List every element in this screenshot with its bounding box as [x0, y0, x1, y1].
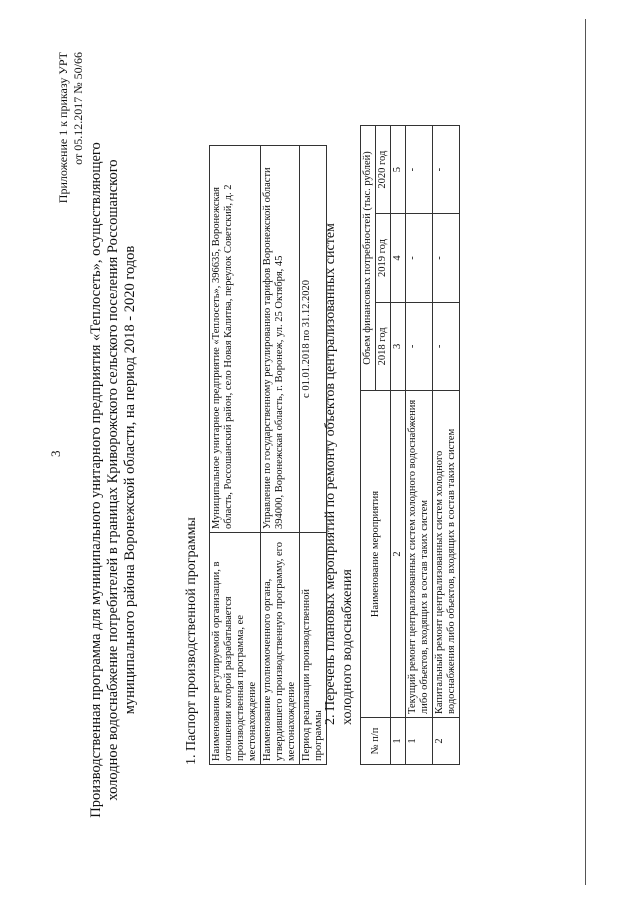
- plan-table: [360, 125, 460, 765]
- passport-label: Наименование уполномоченного органа, утвердившего производственную программу, его местонахождение: [261, 533, 300, 765]
- row-name: Текущий ремонт централизованных систем холодного водоснабжения либо объектов, входящих в состав таких систем: [406, 391, 433, 718]
- row-num: 2: [433, 718, 460, 765]
- index-cell: 3: [391, 302, 406, 390]
- header-name: Наименование мероприятия: [361, 391, 391, 718]
- table-row: [406, 126, 433, 765]
- header-2019: 2019 год: [376, 214, 391, 302]
- row-2019: -: [433, 214, 460, 302]
- row-2018: -: [433, 302, 460, 390]
- footer-divider: [585, 19, 586, 885]
- passport-label: Период реализации производственной программы: [300, 533, 327, 765]
- index-cell: 4: [391, 214, 406, 302]
- table-row: [210, 146, 261, 765]
- header-2020: 2020 год: [376, 126, 391, 214]
- header-volume: Объем финансовых потребностей (тыс. рублей): [361, 126, 376, 391]
- row-2019: -: [406, 214, 433, 302]
- row-2018: -: [406, 302, 433, 390]
- document-title: [88, 115, 139, 845]
- title-line-3: муниципального района Воронежской области, на период 2018 - 2020 годов: [122, 245, 138, 715]
- page-number: 3: [48, 450, 63, 457]
- table-row: [261, 146, 300, 765]
- section-1-heading: 1. Паспорт производственной программы: [184, 517, 199, 765]
- passport-value: Управление по государственному регулированию тарифов Воронежской области 394000, Воронежская область, г. Воронеж, ул. 25 Октября, 45: [261, 146, 300, 533]
- passport-value: с 01.01.2018 по 31.12.2020: [300, 146, 327, 533]
- appendix-line-2: от 05.12.2017 № 50/66: [71, 52, 85, 165]
- appendix-note: [56, 52, 86, 203]
- title-line-2: холодное водоснабжение потребителей в границах Криворожского сельского поселения Россошанского: [105, 159, 121, 801]
- header-2018: 2018 год: [376, 302, 391, 390]
- section-2-heading: 2. Перечень плановых мероприятий по ремонту объектов централизованных систем холодного водоснабжения: [323, 223, 355, 725]
- index-cell: 5: [391, 126, 406, 214]
- row-num: 1: [406, 718, 433, 765]
- index-cell: 1: [391, 718, 406, 765]
- table-index-row: [391, 126, 406, 765]
- row-2020: -: [433, 126, 460, 214]
- passport-table: [209, 145, 327, 765]
- row-2020: -: [406, 126, 433, 214]
- row-name: Капитальный ремонт централизованных систем холодного водоснабжения либо объектов, входящих в состав таких систем: [433, 391, 460, 718]
- passport-label: Наименование регулируемой организации, в отношении которой разрабатывается производственная программа, ее местонахождение: [210, 533, 261, 765]
- passport-value: Муниципальное унитарное предприятие «Теплосеть», 396635, Воронежская область, Россошанский район, село Новая Калитва, переулок Советский, д. 2: [210, 146, 261, 533]
- header-num: № п/п: [361, 718, 391, 765]
- appendix-line-1: Приложение 1 к приказу УРТ: [56, 52, 70, 204]
- table-row: [433, 126, 460, 765]
- table-header-row: [361, 126, 376, 765]
- title-line-1: Производственная программа для муниципального унитарного предприятия «Теплосеть», осуществляющего: [88, 142, 104, 818]
- index-cell: 2: [391, 391, 406, 718]
